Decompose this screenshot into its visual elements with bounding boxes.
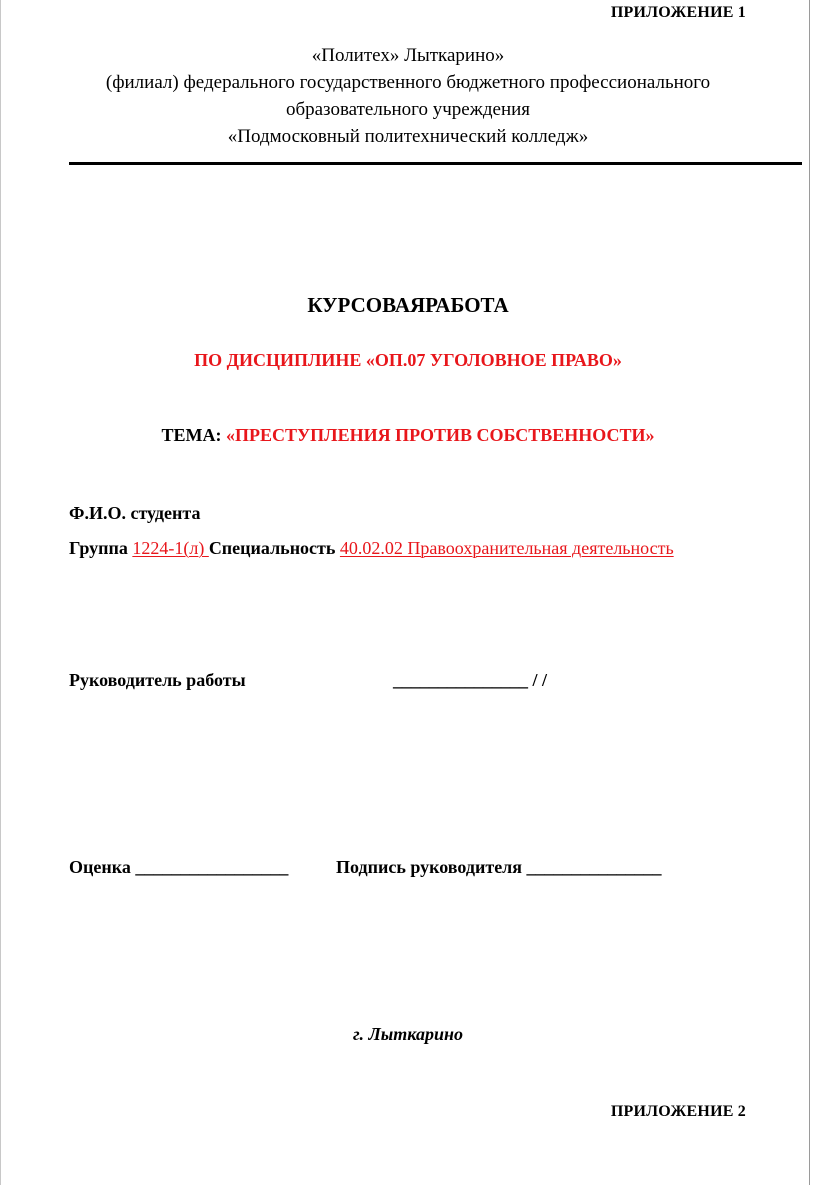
student-name-label: Ф.И.О. студента xyxy=(69,503,201,523)
specialty-label: Специальность xyxy=(208,538,340,558)
appendix-2-label: ПРИЛОЖЕНИЕ 2 xyxy=(610,1103,746,1120)
header-line-3: образовательного учреждения xyxy=(285,99,531,120)
supervisor-signature-field: Подпись руководителя _______________ xyxy=(336,857,662,877)
supervisor-label: Руководитель работы xyxy=(69,670,246,690)
header-line-2: (филиал) федерального государственного бюджетного профессионального xyxy=(105,72,711,93)
city-line: г. Лыткарино xyxy=(353,1024,463,1044)
page-border-right xyxy=(809,0,810,1185)
group-value: 1224-1(л) xyxy=(132,538,209,558)
supervisor-signature-line: _______________ / / xyxy=(393,670,548,690)
group-specialty-line xyxy=(69,535,709,561)
discipline-line: ПО ДИСЦИПЛИНЕ «ОП.07 УГОЛОВНОЕ ПРАВО» xyxy=(194,350,622,370)
specialty-value: 40.02.02 Правоохранительная деятельность xyxy=(339,538,674,558)
header-line-4: «Подмосковный политехнический колледж» xyxy=(227,126,589,147)
institution-header xyxy=(0,42,816,150)
grade-field: Оценка _________________ xyxy=(69,857,289,877)
header-divider xyxy=(69,162,802,165)
page-border-left xyxy=(0,0,1,1185)
document-title: КУРСОВАЯРАБОТА xyxy=(307,293,509,317)
header-line-1: «Политех» Лыткарино» xyxy=(311,45,505,66)
topic-label: ТЕМА: xyxy=(161,425,226,445)
group-label: Группа xyxy=(69,538,133,558)
appendix-1-label: ПРИЛОЖЕНИЕ 1 xyxy=(610,4,746,21)
topic-line xyxy=(0,425,816,446)
topic-value: «ПРЕСТУПЛЕНИЯ ПРОТИВ СОБСТВЕННОСТИ» xyxy=(225,425,655,445)
